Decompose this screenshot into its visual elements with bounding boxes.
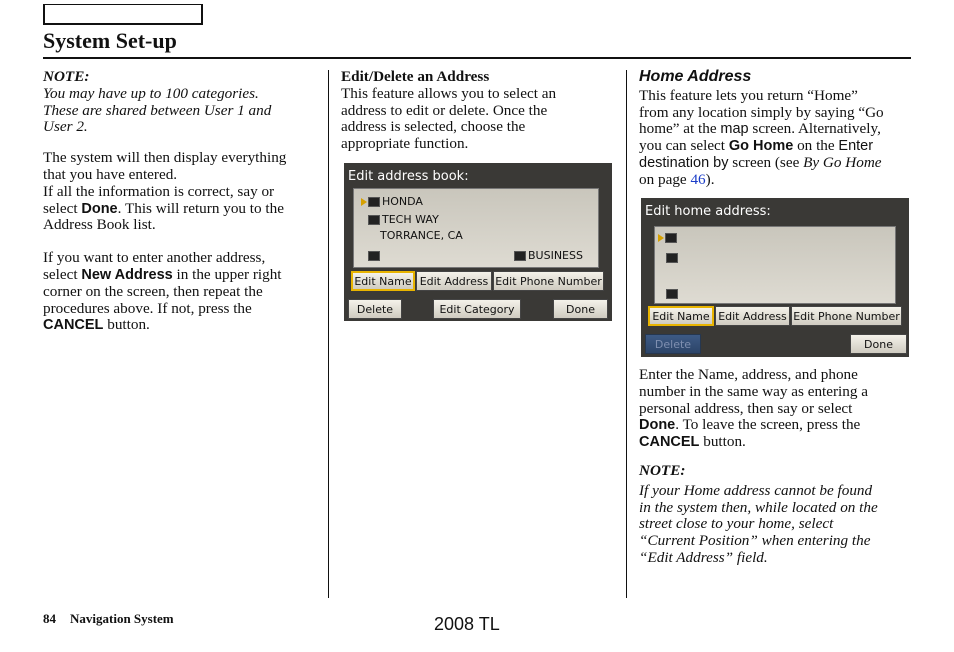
paragraph-line: number in the same way as entering a xyxy=(639,382,868,400)
done-term: Done xyxy=(639,417,676,434)
page-number: 84 xyxy=(43,611,56,626)
paragraph-line: If you want to enter another address, xyxy=(43,249,266,267)
enter-term: Enter xyxy=(838,138,874,155)
note-line: in the system then, while located on the xyxy=(639,498,878,516)
section-heading: Edit/Delete an Address xyxy=(341,68,490,85)
phone-icon xyxy=(666,289,678,299)
delete-button[interactable]: Delete xyxy=(348,299,402,319)
note-line: “Current Position” when entering the xyxy=(639,532,871,550)
screen-title: Edit home address: xyxy=(645,204,771,219)
edit-name-button[interactable]: Edit Name xyxy=(648,306,714,326)
paragraph-line: on page 46). xyxy=(639,170,715,188)
paragraph-line: CANCEL button. xyxy=(43,316,150,334)
house-icon xyxy=(666,253,678,263)
header-tab-box xyxy=(43,4,203,25)
name-row xyxy=(658,231,679,244)
edit-category-button[interactable]: Edit Category xyxy=(433,299,521,319)
cancel-term: CANCEL xyxy=(43,317,104,334)
done-button[interactable]: Done xyxy=(553,299,608,319)
cancel-term: CANCEL xyxy=(639,434,700,451)
go-home-term: Go Home xyxy=(728,138,794,155)
column-divider-2 xyxy=(626,70,627,598)
new-address-term: New Address xyxy=(81,266,173,283)
map-term: map xyxy=(720,121,749,138)
name-icon xyxy=(368,197,380,207)
note-label: NOTE: xyxy=(43,68,90,85)
note-line: If your Home address cannot be found xyxy=(639,481,873,499)
note-line: You may have up to 100 categories. xyxy=(43,84,259,102)
paragraph-line: address to edit or delete. Once the xyxy=(341,101,548,119)
paragraph-line: CANCEL button. xyxy=(639,433,746,451)
paragraph-line: Done. To leave the screen, press the xyxy=(639,416,861,434)
note-line: “Edit Address” field. xyxy=(639,548,768,566)
paragraph-line: This feature allows you to select an xyxy=(341,84,557,102)
phone-row xyxy=(666,287,680,300)
name-row: HONDA xyxy=(361,195,423,208)
paragraph-line: destination by screen (see By Go Home xyxy=(639,153,882,171)
paragraph-line: corner on the screen, then repeat the xyxy=(43,282,263,300)
category-icon xyxy=(514,251,526,261)
edit-phone-number-button[interactable]: Edit Phone Number xyxy=(493,271,604,291)
destination-term: destination by xyxy=(639,154,729,171)
paragraph-line: This feature lets you return “Home” xyxy=(639,86,858,104)
model-label: 2008 TL xyxy=(434,614,500,634)
paragraph-line: that you have entered. xyxy=(43,165,178,183)
title-rule xyxy=(43,57,911,59)
pointer-icon xyxy=(658,234,664,242)
done-term: Done xyxy=(81,200,118,217)
go-home-reference: By Go Home xyxy=(803,153,882,171)
section-heading: Home Address xyxy=(639,68,752,85)
edit-address-button[interactable]: Edit Address xyxy=(416,271,492,291)
edit-address-button[interactable]: Edit Address xyxy=(715,306,790,326)
paragraph-line: address is selected, choose the xyxy=(341,118,526,136)
paragraph-line: procedures above. If not, press the xyxy=(43,299,252,317)
done-button[interactable]: Done xyxy=(850,334,907,354)
home-address-panel xyxy=(654,226,896,304)
house-icon xyxy=(368,215,380,225)
paragraph-line: Address Book list. xyxy=(43,216,156,234)
paragraph-line: appropriate function. xyxy=(341,135,469,153)
name-icon xyxy=(665,233,677,243)
edit-home-address-screenshot xyxy=(641,198,909,357)
column-3-continued xyxy=(639,367,929,567)
paragraph-line: The system will then display everything xyxy=(43,149,287,167)
street-row: TECH WAY xyxy=(368,213,439,226)
note-line: These are shared between User 1 and xyxy=(43,101,272,119)
note-line: User 2. xyxy=(43,118,88,136)
paragraph-line: Enter the Name, address, and phone xyxy=(639,366,858,383)
paragraph-line: If all the information is correct, say or xyxy=(43,182,275,200)
column-3 xyxy=(639,69,929,189)
paragraph-line: home” at the map screen. Alternatively, xyxy=(639,120,881,138)
edit-name-button[interactable]: Edit Name xyxy=(351,271,415,291)
paragraph-line: you can select Go Home on the Enter xyxy=(639,137,874,155)
phone-icon xyxy=(368,251,380,261)
footer-title: Navigation System xyxy=(70,611,174,626)
delete-button[interactable]: Delete xyxy=(645,334,701,354)
category-row: BUSINESS xyxy=(514,249,583,262)
address-panel xyxy=(353,188,599,268)
column-2 xyxy=(341,69,621,153)
page-46-link[interactable]: 46 xyxy=(690,170,706,188)
pointer-icon xyxy=(361,198,367,206)
paragraph-line: from any location simply by saying “Go xyxy=(639,103,884,121)
column-divider-1 xyxy=(328,70,329,598)
page-footer xyxy=(43,611,174,627)
paragraph-line: select Done. This will return you to the xyxy=(43,199,284,217)
page-title: System Set-up xyxy=(43,28,177,53)
paragraph-line: select New Address in the upper right xyxy=(43,265,282,283)
column-1 xyxy=(43,69,323,334)
street-row xyxy=(666,251,680,264)
paragraph-line: personal address, then say or select xyxy=(639,399,853,417)
note-label: NOTE: xyxy=(639,461,686,479)
phone-row xyxy=(368,249,382,262)
edit-address-book-screenshot xyxy=(344,163,612,321)
city-row: TORRANCE, CA xyxy=(380,229,463,242)
note-line: street close to your home, select xyxy=(639,515,834,533)
screen-title: Edit address book: xyxy=(348,169,469,184)
edit-phone-number-button[interactable]: Edit Phone Number xyxy=(791,306,902,326)
